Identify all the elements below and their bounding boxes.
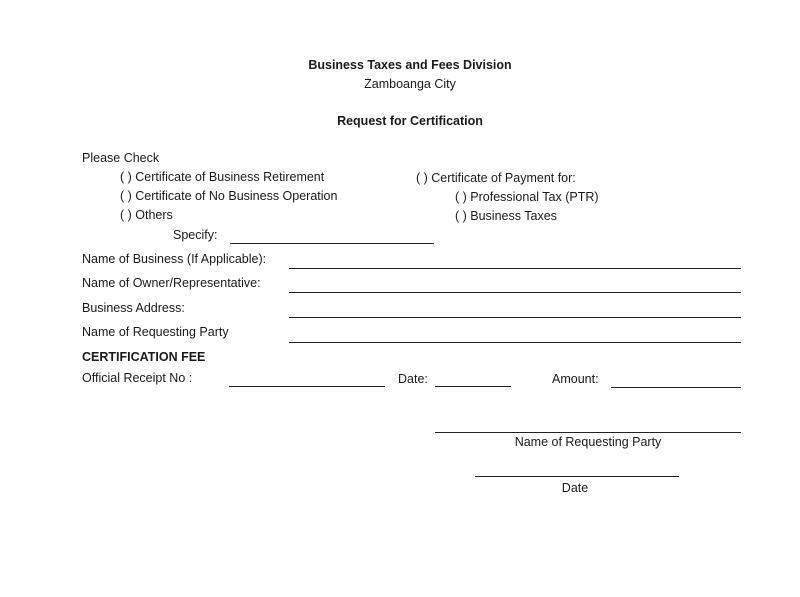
business-name-label: Name of Business (If Applicable): [82,252,267,266]
business-address-label: Business Address: [82,301,185,315]
requesting-party-line [289,342,741,343]
requesting-party-label: Name of Requesting Party [82,325,229,339]
please-check-label: Please Check [82,151,160,165]
owner-line [289,292,741,293]
city-name: Zamboanga City [364,77,456,91]
requesting-party-signature-line [435,432,741,433]
option-business-retirement: ( ) Certificate of Business Retirement [120,170,325,184]
business-name-line [289,268,741,269]
option-certificate-of-payment: ( ) Certificate of Payment for: [416,171,576,185]
certification-fee-heading: CERTIFICATION FEE [82,350,206,364]
official-receipt-line [229,386,385,387]
owner-label: Name of Owner/Representative: [82,276,261,290]
form-title: Request for Certification [337,114,483,128]
official-receipt-label: Official Receipt No : [82,371,193,385]
option-business-taxes: ( ) Business Taxes [455,209,557,223]
division-heading: Business Taxes and Fees Division [308,58,512,72]
option-others: ( ) Others [120,208,173,222]
amount-label: Amount: [552,372,599,386]
signature-date-line [475,476,679,477]
option-professional-tax: ( ) Professional Tax (PTR) [455,190,599,204]
business-address-line [289,317,741,318]
fee-date-label: Date: [398,372,428,386]
option-no-business-operation: ( ) Certificate of No Business Operation [120,189,338,203]
amount-line [611,387,741,388]
specify-label: Specify: [173,228,218,242]
specify-line [230,243,434,244]
fee-date-line [435,386,511,387]
signature-date-label: Date [561,481,589,495]
requesting-party-signature-label: Name of Requesting Party [514,435,662,449]
